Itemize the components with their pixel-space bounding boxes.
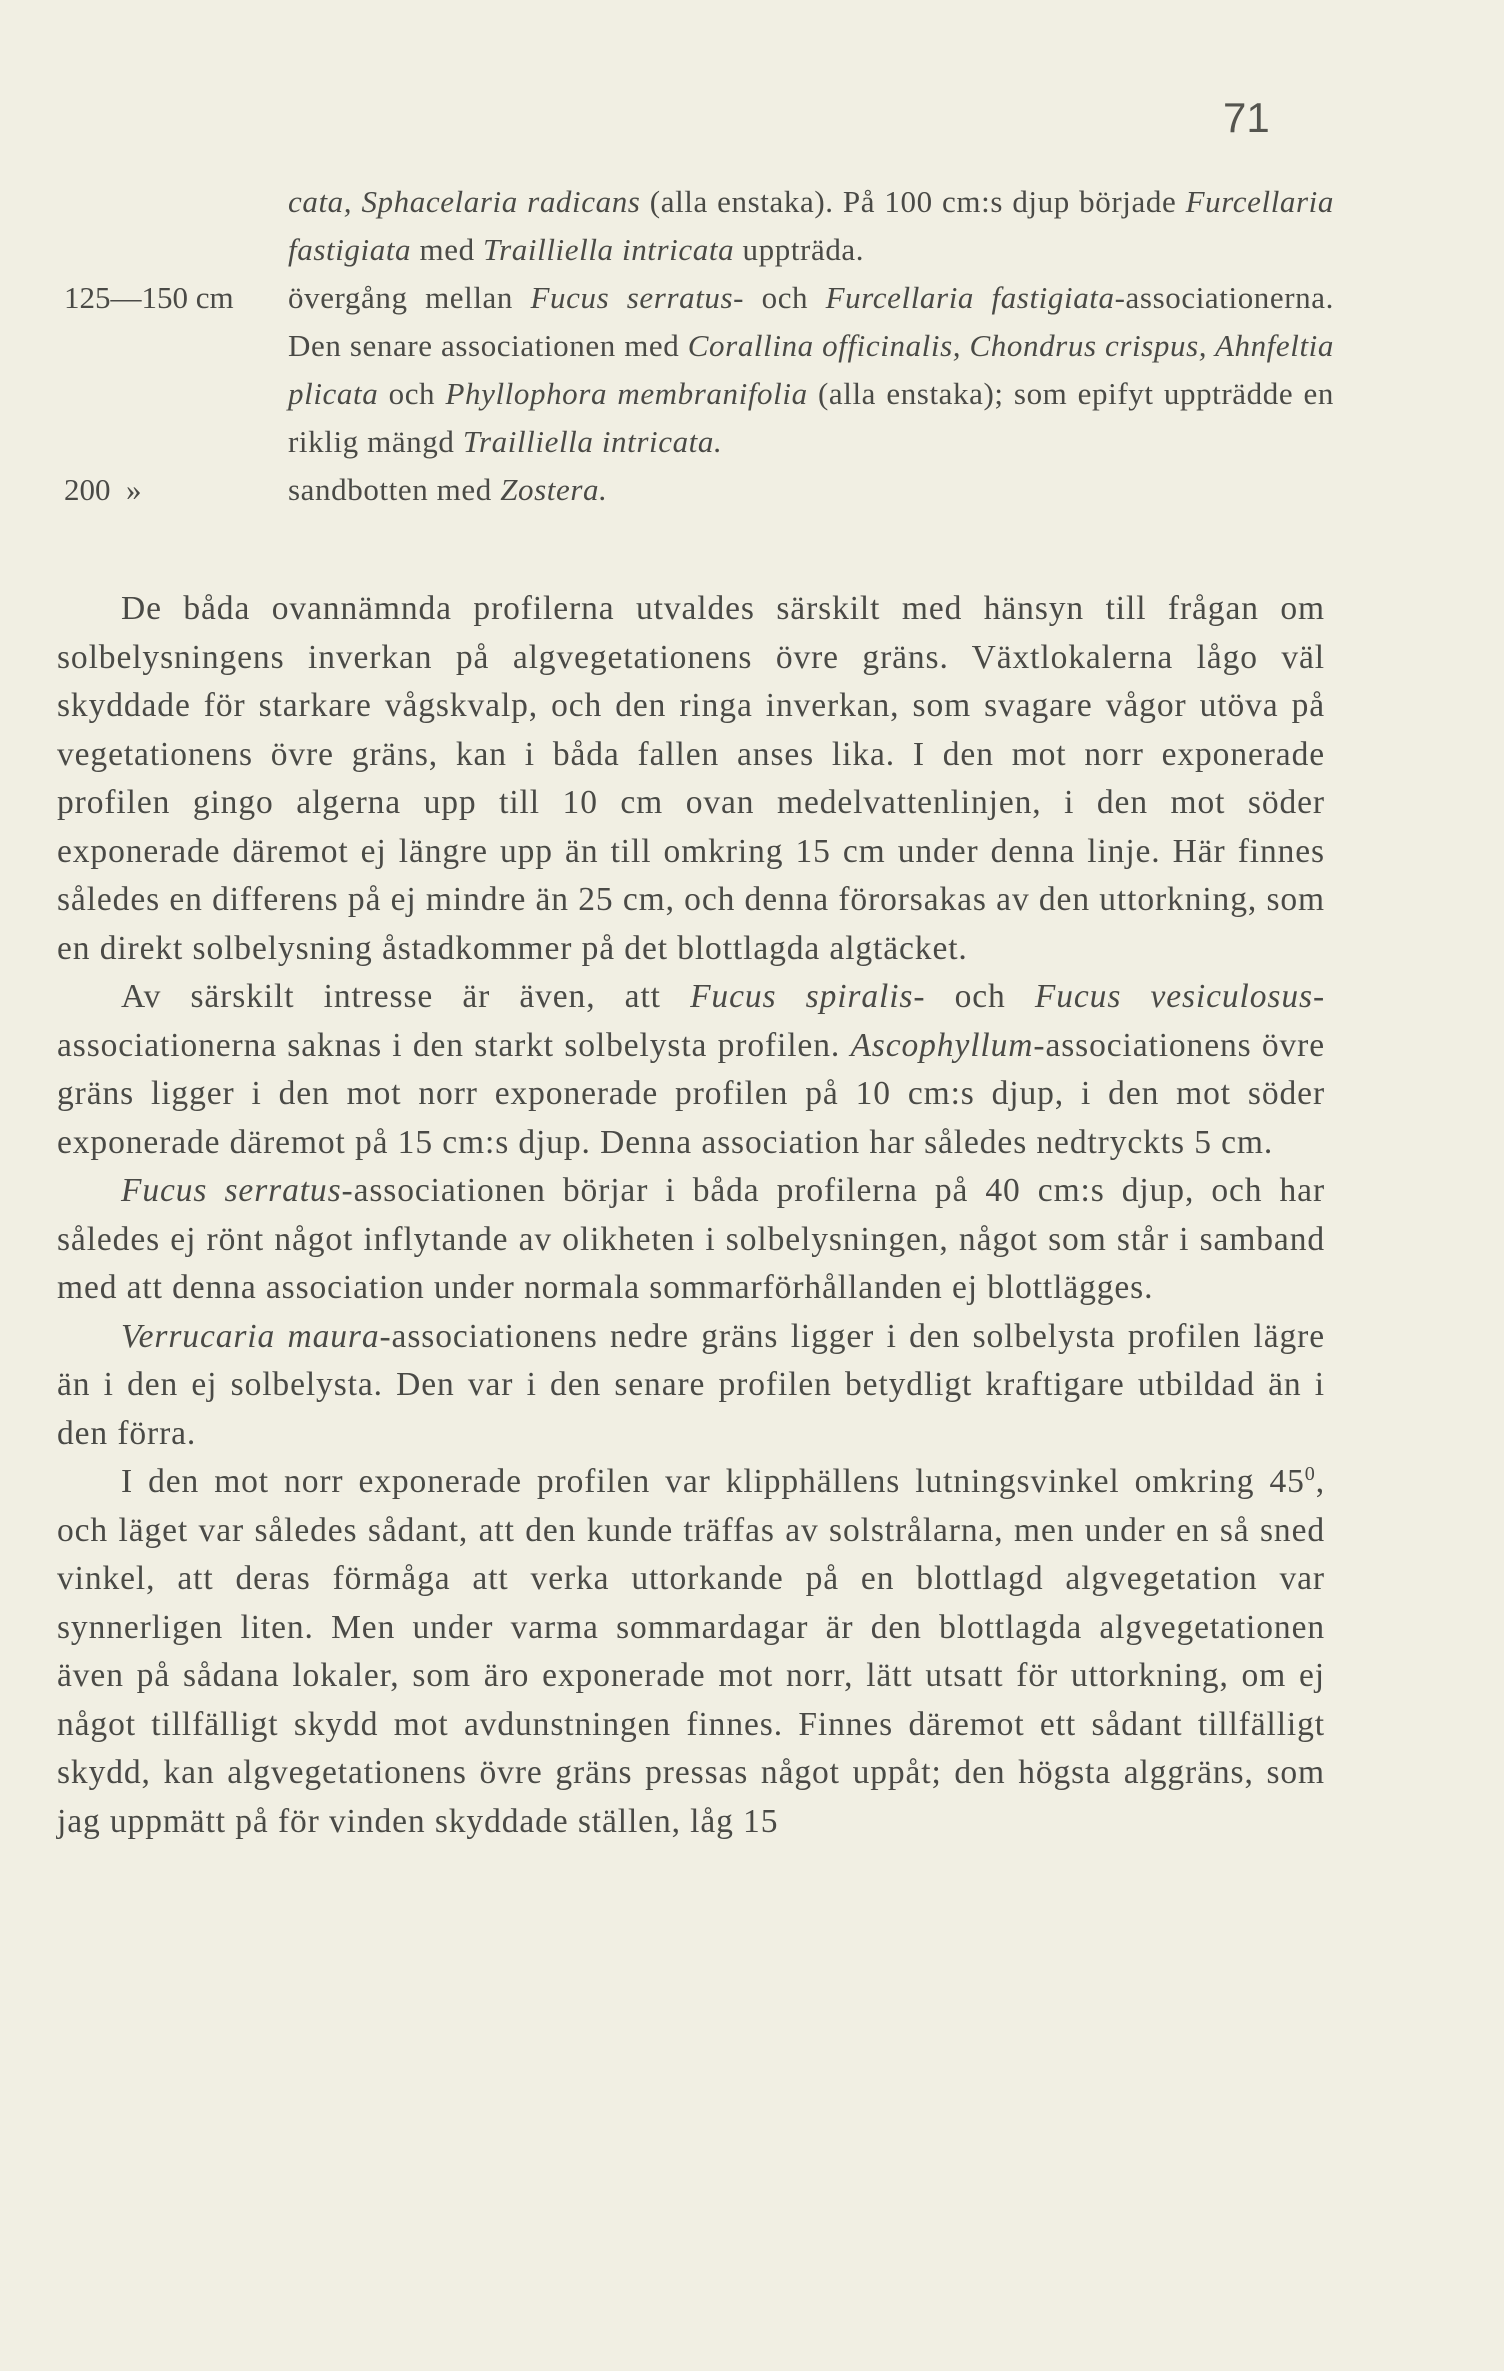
paragraph [57,1167,1325,1313]
text-run: -associationen börjar i båda profilerna på 40 cm:s djup, och har således ej rönt något inflytande av olikheten i solbelysningen, något som står i samband med att denna association under normala sommarförhållanden ej blottlägges. [57,1172,1325,1306]
text-run: med [411,232,484,267]
text-run: , och läget var således sådant, att den kunde träffas av solstrålarna, men under en så sned vinkel, att deras förmåga att verka uttorkande på en blottlagd algvegetation var synnerligen liten. Men under varma sommardagar är den blottlagda algvegetationen även på sådana lokaler, som äro exponerade mot norr, lätt utsatt för uttorkning, om ej något tillfälligt skydd mot avdunstningen finnes. Finnes däremot ett sådant tillfälligt skydd, kan algvegetationens övre gräns pressas något uppåt; den högsta alggräns, som jag uppmätt på för vinden skyddade ställen, låg 15 [57,1463,1325,1840]
text-run: och [378,376,446,411]
depth-description [288,178,1334,274]
text-run: (alla enstaka). På 100 cm:s djup började [640,184,1186,219]
depth-label: 200 » [64,472,142,507]
species-name: cata, Sphacelaria radicans [288,184,641,219]
species-name: Trailliella intricata [483,232,735,267]
paragraph [57,1458,1325,1846]
depth-description [288,274,1334,466]
species-name: Fucus spiralis- [690,978,926,1015]
text-run: och [744,280,826,315]
paragraph [57,973,1325,1167]
depth-entry [0,466,1504,514]
species-name: Verrucaria maura [121,1317,380,1355]
depth-description [288,466,1334,514]
species-name: Trailliella intricata. [462,424,723,459]
species-name: Fucus vesiculosus [1034,978,1313,1015]
depth-entry [0,274,1504,466]
depth-list [0,178,1504,514]
text-run: sandbotten med [288,472,501,507]
species-name: Ascophyllum [850,1026,1034,1064]
text-run: De båda ovannämnda profilerna utvaldes särskilt med hänsyn till frågan om solbelysningens inverkan på algvegetationens övre gräns. Växtlokalerna lågo väl skyddade för starkare vågskvalp, och den ringa inverkan, som svagare vågor utöva på vegetationens övre gräns, kan i båda fallen anses lika. I den mot norr exponerade profilen gingo algerna upp till 10 cm ovan medelvattenlinjen, i den mot söder exponerade däremot ej längre upp än till omkring 15 cm under denna linje. Här finnes således en differens på ej mindre än 25 cm, och denna förorsakas av den uttorkning, som en direkt solbelysning åstadkommer på det blottlagda algtäcket. [57,590,1325,967]
text-run: I den mot norr exponerade profilen var klipphällens lutningsvinkel omkring 45 [121,1463,1305,1500]
species-name: Furcellaria fastigiata- [825,280,1126,315]
text-run: och [925,978,1035,1015]
species-name: Corallina officinalis, Chondrus crispus, Ahnfeltia plicata [288,328,1334,411]
species-name: Zostera. [500,472,608,507]
text-run: -associationens övre gräns ligger i den mot norr exponerade profilen på 10 cm:s djup, i den mot söder exponerade däremot på 15 cm:s djup. Denna association har således nedtryckts 5 cm. [57,1026,1325,1161]
body-text [57,585,1325,1846]
depth-entry [0,178,1504,274]
paragraph [57,585,1325,973]
species-name: Fucus serratus- [530,280,745,315]
paragraph [57,1313,1325,1459]
depth-label: 125—150 cm [64,280,234,315]
degree-superscript: 0 [1304,1462,1316,1485]
species-name: Phyllophora membranifolia [445,376,808,411]
text-run: -associationens nedre gräns ligger i den solbelysta profilen lägre än i den ej solbelysta. Den var i den senare profilen betydligt kraftigare utbildad än i den förra. [57,1317,1325,1452]
text-run: associationerna. Den senare associationen med [288,280,1334,363]
species-name: Furcellaria fastigiata [288,184,1334,267]
species-name: Fucus serratus [121,1172,342,1209]
text-run: övergång mellan [288,280,531,315]
text-run: (alla enstaka); som epifyt uppträdde en riklig mängd [288,376,1334,459]
page-number: 71 [1223,94,1270,141]
text-run: Av särskilt intresse är även, att [121,978,691,1015]
text-run: uppträda. [734,232,865,267]
text-run: -associationerna saknas i den starkt solbelysta profilen. [57,978,1325,1064]
